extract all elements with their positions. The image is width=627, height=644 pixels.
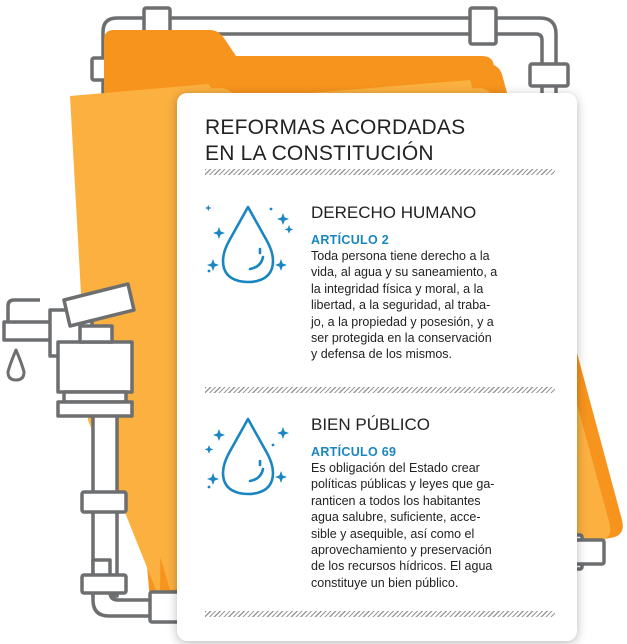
divider xyxy=(205,387,555,393)
title-line-2: EN LA CONSTITUCIÓN xyxy=(205,142,434,165)
article-text: Toda persona tiene derecho a la vida, al agua y su saneamiento, a la integridad física y moral, a la libertad, a la seguridad, al traba- jo, a la propiedad y posesión, y a ser protegida en la conservación y defensa de los mismos. xyxy=(311,249,498,362)
water-drop-icon xyxy=(203,203,293,293)
article-text: Es obligación del Estado crear políticas públicas y leyes que ga- ranticen a todos los habitantes agua salubre, suficiente, acce- sible y asequible, así como el aprovechamiento y preservación de los recursos hídricos. El agua constituye un bien público. xyxy=(311,461,495,590)
reforms-card xyxy=(177,93,577,641)
title-line-1: REFORMAS ACORDADAS xyxy=(205,116,466,139)
water-drop-icon xyxy=(203,415,293,505)
faucet-icon xyxy=(4,284,134,416)
divider xyxy=(205,169,555,175)
article-label: ARTÍCULO 69 xyxy=(311,445,397,459)
section-heading: DERECHO HUMANO xyxy=(311,203,477,222)
divider xyxy=(205,611,555,617)
section-heading: BIEN PÚBLICO xyxy=(311,415,431,434)
article-label: ARTÍCULO 2 xyxy=(311,233,389,247)
page-title xyxy=(205,115,465,167)
